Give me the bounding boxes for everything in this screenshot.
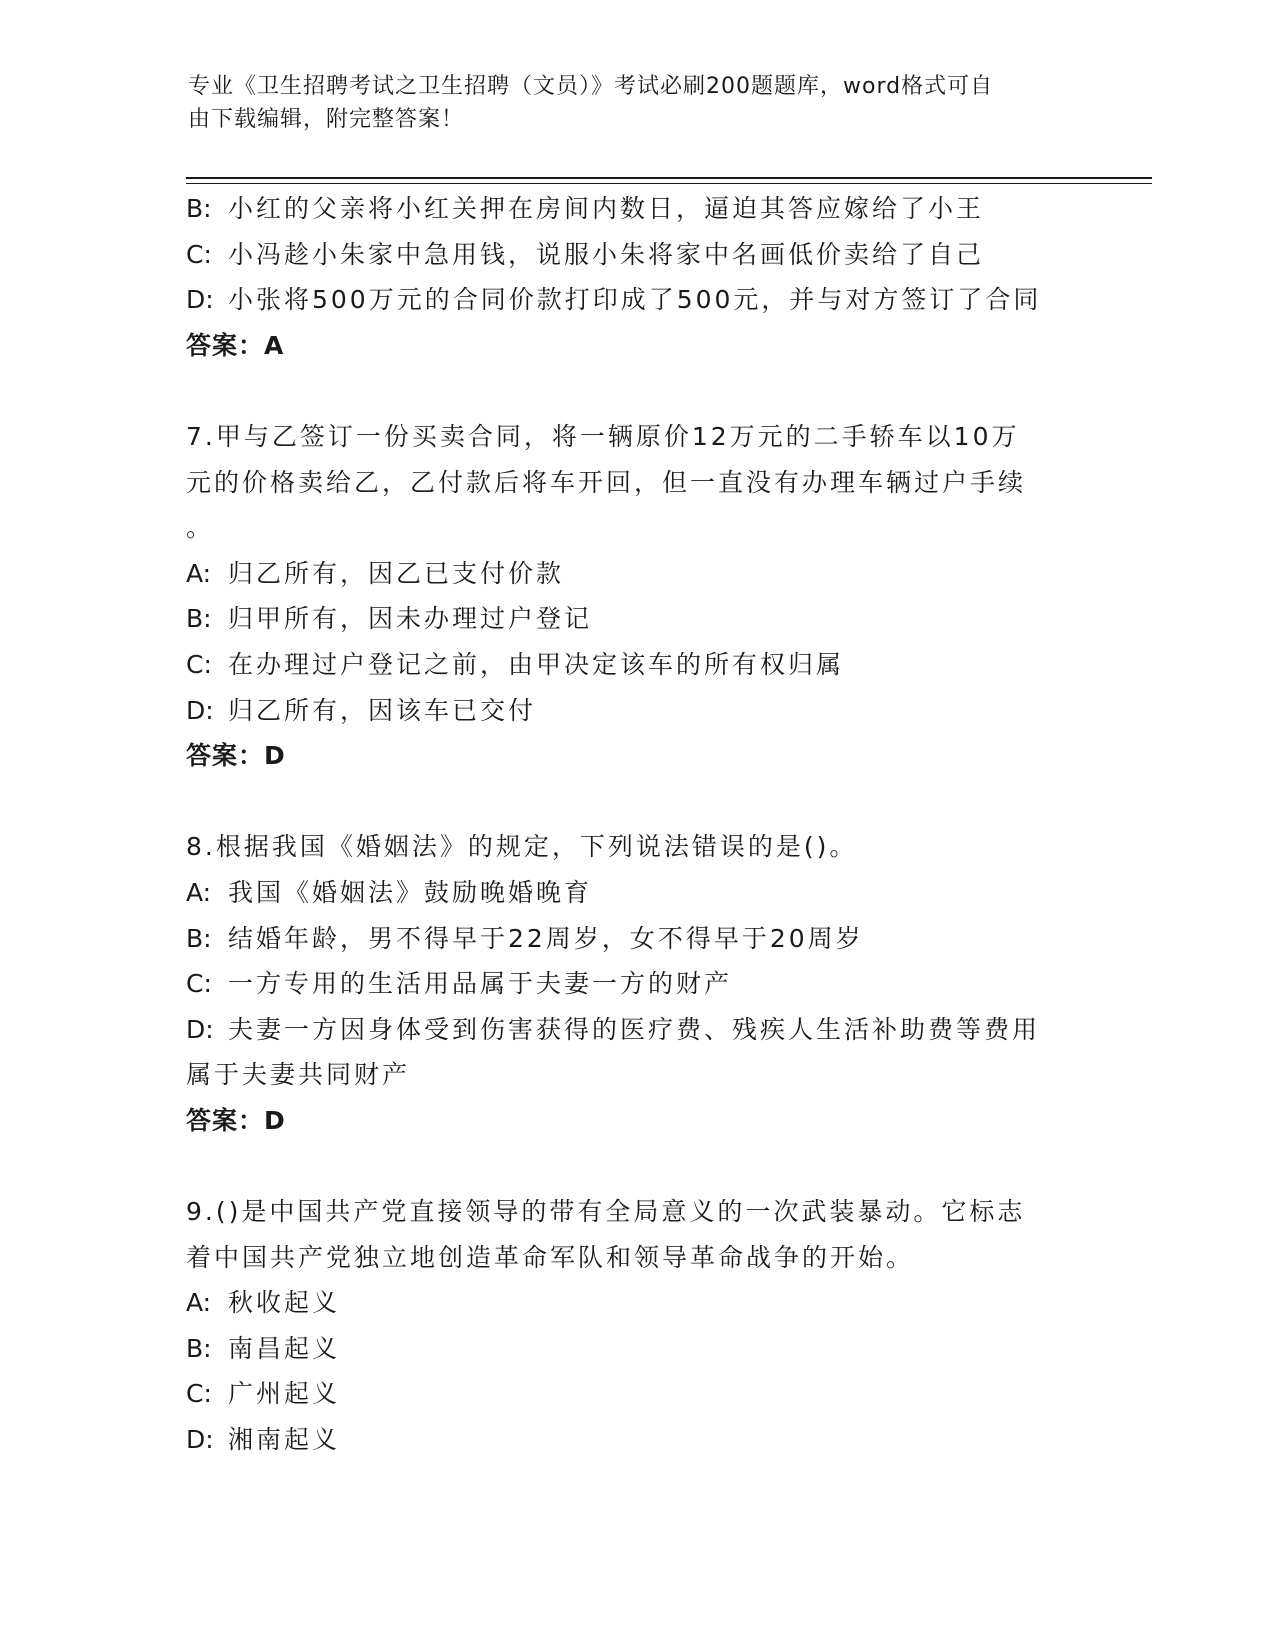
option-d (186, 277, 1086, 323)
option-c (186, 232, 1086, 278)
option-text: 我国《婚姻法》鼓励晚婚晚育 (228, 877, 593, 907)
option-letter: A: (186, 877, 212, 907)
option-letter: C: (186, 649, 212, 679)
option-text: 归乙所有，因乙已支付价款 (228, 558, 565, 588)
option-text: 小红的父亲将小红关押在房间内数日，逼迫其答应嫁给了小王 (228, 194, 985, 223)
option-text: 湘南起义 (228, 1425, 341, 1455)
option-d (186, 688, 1086, 734)
answer-line: 答案：A (186, 330, 285, 360)
header-line-1: 专业《卫生招聘考试之卫生招聘（文员）》考试必刷200题题库，word格式可自 (188, 74, 994, 99)
question-stem-line: 8.根据我国《婚姻法》的规定，下列说法错误的是()。 (186, 832, 858, 862)
option-a (186, 870, 1086, 916)
option-text: 南昌起义 (228, 1333, 341, 1363)
header-line-2: 由下载编辑，附完整答案！ (188, 107, 465, 132)
option-d (186, 1007, 1086, 1053)
option-letter: D: (186, 1014, 214, 1044)
header-divider-thick (186, 177, 1152, 179)
option-a (186, 551, 1086, 597)
spacer (186, 779, 1086, 825)
question-8 (186, 824, 1086, 1143)
spacer (186, 368, 1086, 414)
option-text: 在办理过户登记之前，由甲决定该车的所有权归属 (228, 649, 845, 679)
option-text: 归乙所有，因该车已交付 (228, 695, 537, 725)
option-letter: D: (186, 695, 214, 725)
option-text: 归甲所有，因未办理过户登记 (228, 604, 593, 634)
option-c (186, 1371, 1086, 1417)
option-letter: B: (186, 923, 212, 953)
option-letter: C: (186, 1379, 212, 1409)
question-stem-line: 9.()是中国共产党直接领导的带有全局意义的一次武装暴动。它标志 (186, 1197, 1026, 1227)
question-7 (186, 414, 1086, 779)
option-text: 一方专用的生活用品属于夫妻一方的财产 (228, 969, 733, 999)
option-text: 结婚年龄，男不得早于22周岁，女不得早于20周岁 (228, 923, 864, 953)
question-6-continued (186, 186, 1086, 368)
option-letter: C: (186, 969, 212, 999)
option-letter: A: (186, 558, 212, 588)
option-letter: B: (186, 194, 212, 223)
option-c (186, 642, 1086, 688)
option-text: 夫妻一方因身体受到伤害获得的医疗费、残疾人生活补助费等费用 (228, 1014, 1041, 1044)
option-d-continuation: 属于夫妻共同财产 (186, 1060, 411, 1090)
option-a (186, 1280, 1086, 1326)
option-text: 小张将500万元的合同价款打印成了500元，并与对方签订了合同 (228, 285, 1042, 315)
option-letter: B: (186, 1333, 212, 1363)
option-text: 广州起义 (228, 1379, 341, 1409)
option-b (186, 1326, 1086, 1372)
header-divider-thin (186, 183, 1152, 184)
option-b (186, 916, 1086, 962)
spacer (186, 1143, 1086, 1189)
option-text: 秋收起义 (228, 1288, 341, 1318)
answer-line: 答案：D (186, 1105, 286, 1135)
question-stem-line: 元的价格卖给乙，乙付款后将车开回，但一直没有办理车辆过户手续 (186, 467, 1027, 497)
option-letter: D: (186, 285, 214, 315)
document-header (188, 70, 1068, 136)
option-b (186, 596, 1086, 642)
question-9 (186, 1189, 1086, 1463)
option-letter: A: (186, 1288, 212, 1318)
option-letter: B: (186, 604, 212, 634)
answer-line: 答案：D (186, 741, 286, 771)
option-letter: C: (186, 239, 212, 269)
question-stem-line: 着中国共产党独立地创造革命军队和领导革命战争的开始。 (186, 1242, 915, 1272)
option-text: 小冯趁小朱家中急用钱，说服小朱将家中名画低价卖给了自己 (228, 239, 985, 269)
option-letter: D: (186, 1425, 214, 1455)
option-c (186, 961, 1086, 1007)
question-stem-line: 7.甲与乙签订一份买卖合同，将一辆原价12万元的二手轿车以10万 (186, 421, 1020, 451)
option-b (186, 186, 1086, 232)
question-list (186, 186, 1086, 1463)
option-d (186, 1417, 1086, 1463)
question-stem-line: 。 (186, 513, 215, 543)
